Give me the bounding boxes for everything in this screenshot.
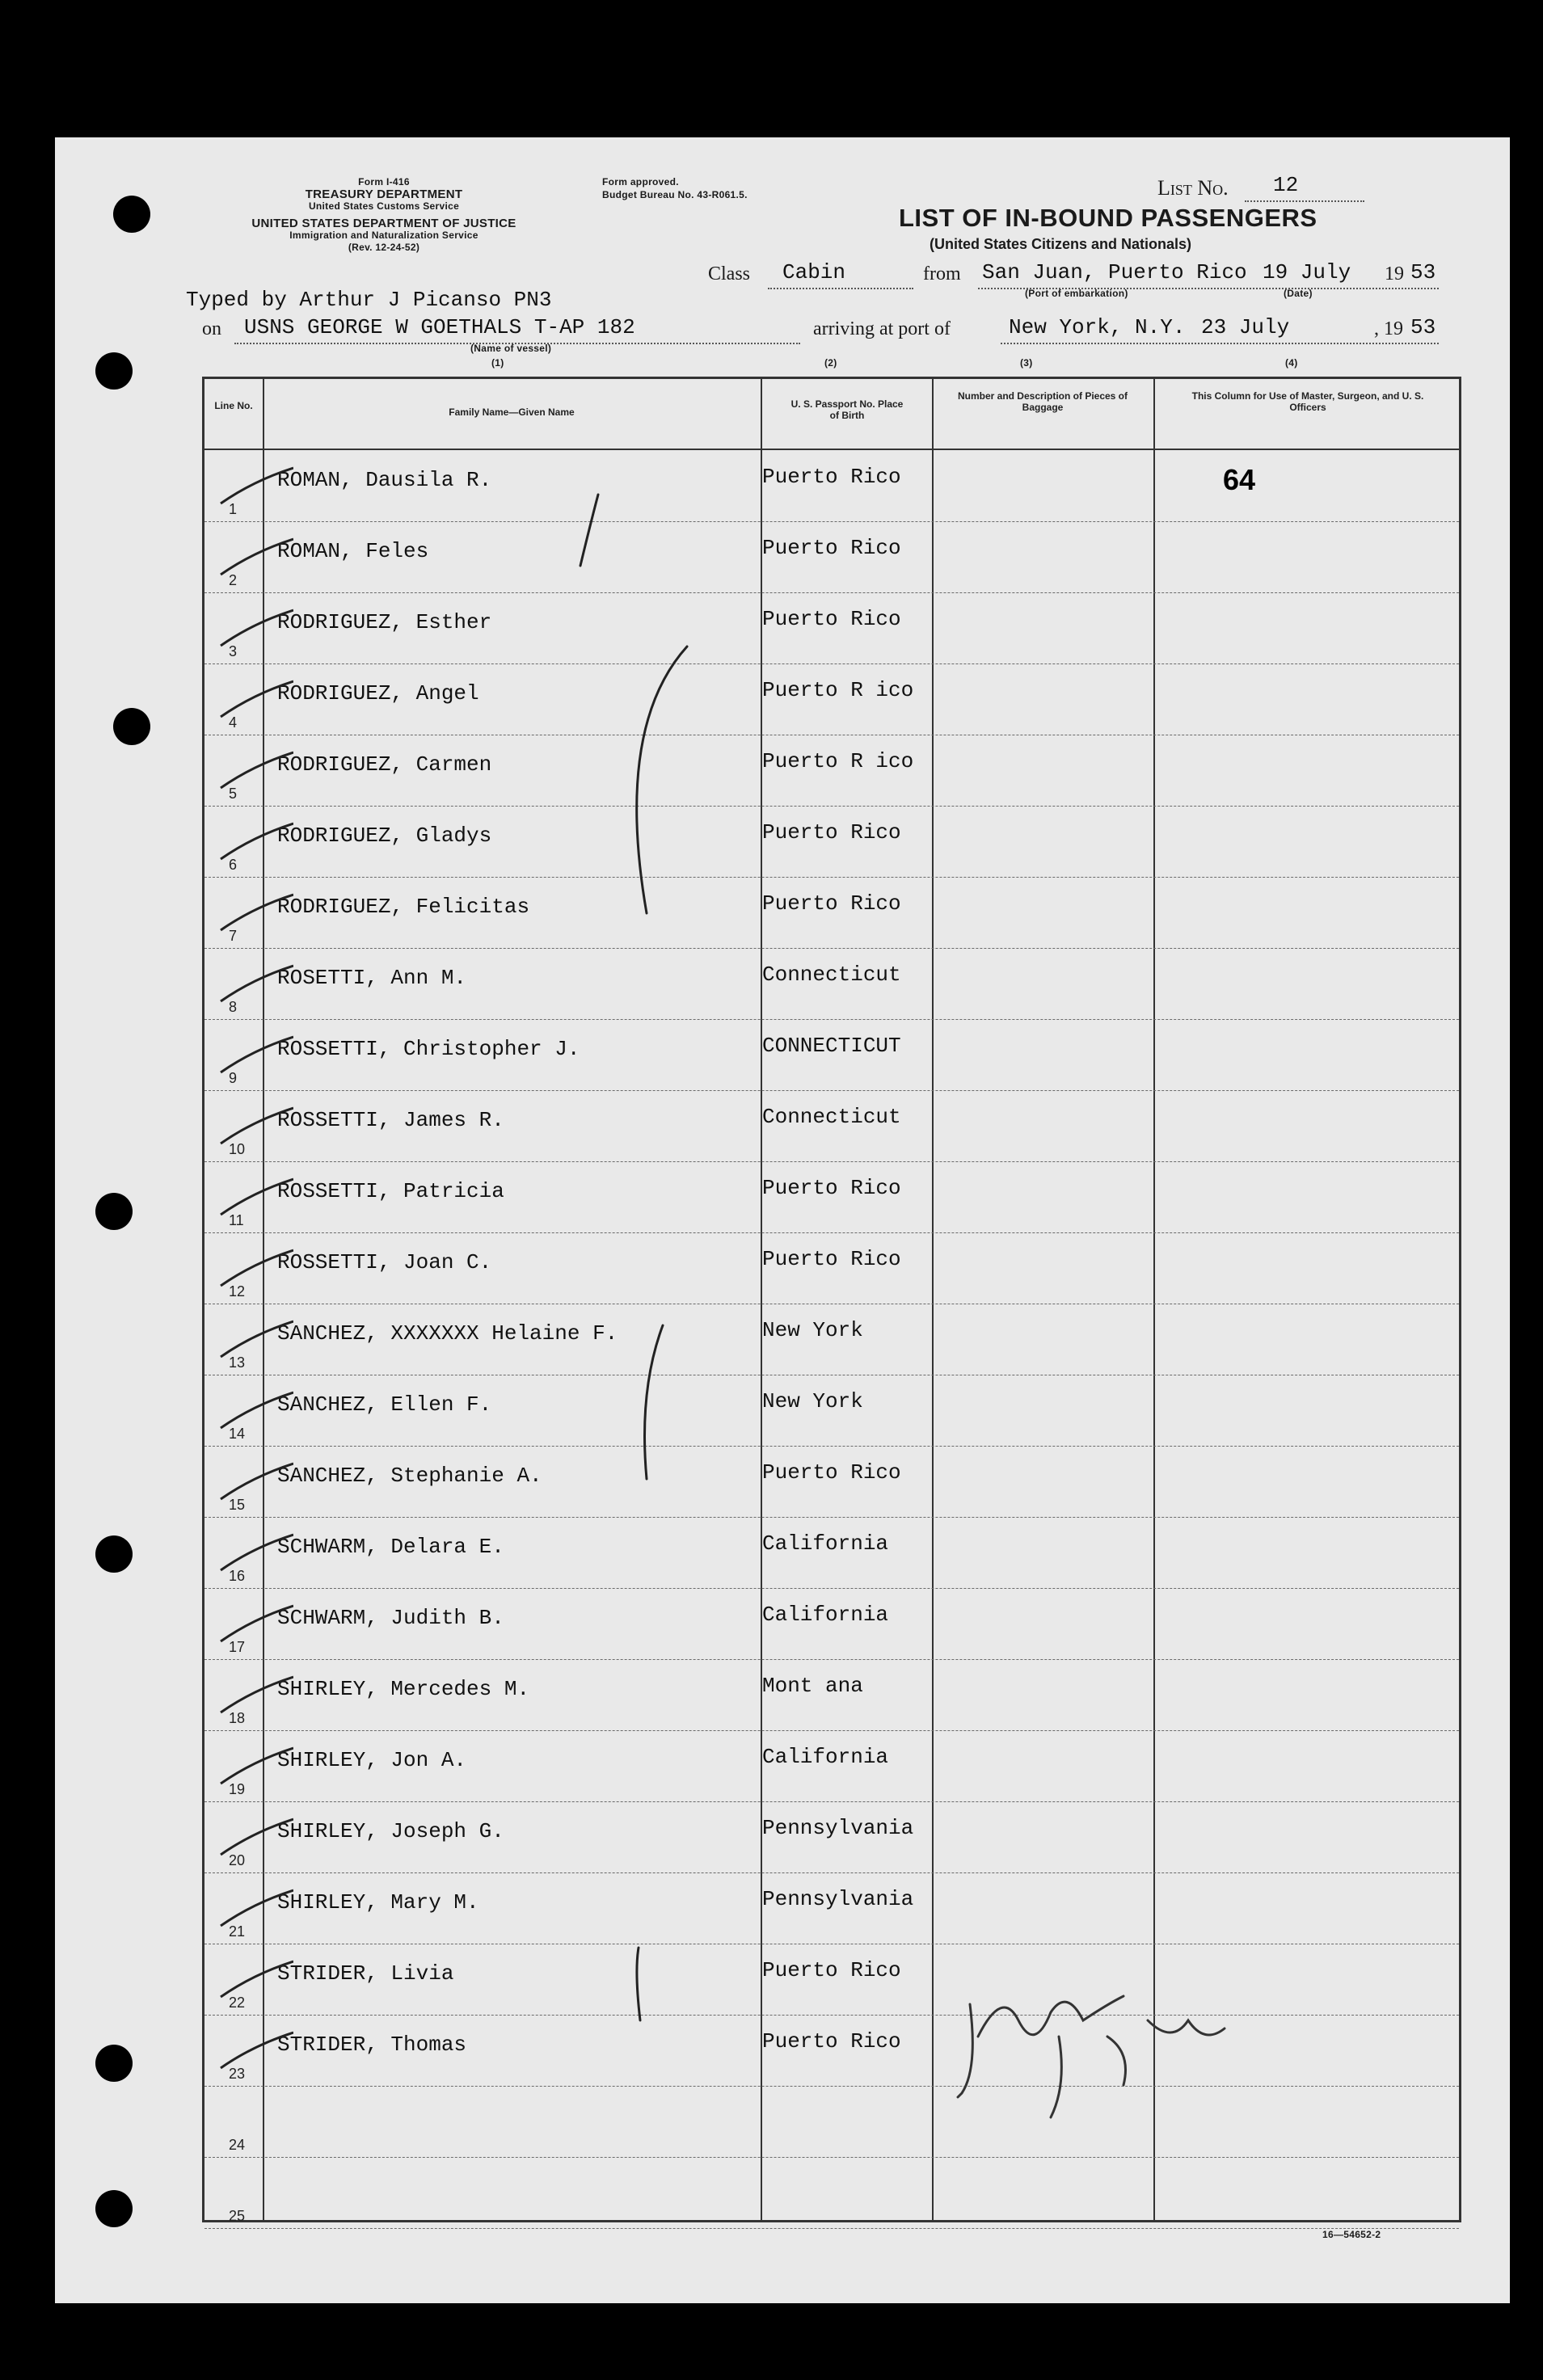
place-of-birth: Puerto Rico (762, 465, 901, 489)
place-of-birth: Puerto Rico (762, 607, 901, 631)
passenger-name: SHIRLEY, Jon A. (277, 1748, 467, 1772)
passenger-name: RODRIGUEZ, Felicitas (277, 895, 530, 919)
place-of-birth: Connecticut (762, 1105, 901, 1129)
place-of-birth: New York (762, 1389, 863, 1413)
line-number: 21 (229, 1923, 246, 1940)
line-number: 13 (229, 1354, 246, 1371)
header-name: Family Name—Given Name (449, 406, 575, 418)
passenger-name: SHIRLEY, Mercedes M. (277, 1677, 530, 1701)
place-of-birth: Pennsylvania (762, 1816, 914, 1840)
port-of-embarkation: San Juan, Puerto Rico (982, 260, 1247, 284)
line-number: 25 (229, 2208, 246, 2224)
line-number: 4 (229, 714, 238, 731)
from-label: from (923, 263, 961, 284)
place-of-birth: Puerto R ico (762, 749, 914, 773)
place-of-birth: Puerto R ico (762, 678, 914, 702)
line-number: 22 (229, 1995, 246, 2011)
passenger-name: ROSSETTI, Joan C. (277, 1250, 492, 1274)
line-number: 20 (229, 1852, 246, 1868)
passenger-name: RODRIGUEZ, Carmen (277, 752, 492, 777)
line-number: 6 (229, 857, 238, 873)
passenger-name: SANCHEZ, Stephanie A. (277, 1464, 542, 1488)
place-of-birth: Puerto Rico (762, 2029, 901, 2054)
line-number: 14 (229, 1426, 246, 1442)
passenger-name: RODRIGUEZ, Angel (277, 681, 479, 706)
line-number: 18 (229, 1710, 246, 1726)
line-number: 10 (229, 1141, 246, 1157)
passenger-name: ROMAN, Dausila R. (277, 468, 492, 492)
passenger-name: STRIDER, Thomas (277, 2032, 467, 2057)
budget-bureau: Budget Bureau No. 43-R061.5. (602, 189, 748, 200)
passenger-name: RODRIGUEZ, Gladys (277, 824, 492, 848)
place-of-birth: California (762, 1531, 889, 1556)
place-of-birth: California (762, 1603, 889, 1627)
passenger-name: SHIRLEY, Joseph G. (277, 1819, 504, 1843)
place-of-birth: New York (762, 1318, 863, 1342)
form-number: Form I-416 (358, 176, 410, 187)
place-of-birth: Puerto Rico (762, 891, 901, 916)
vessel-name: USNS GEORGE W GOETHALS T-AP 182 (244, 315, 635, 339)
on-label: on (202, 318, 221, 339)
line-number: 23 (229, 2066, 246, 2082)
list-number: 12 (1273, 173, 1299, 197)
departure-date: 19 July (1263, 260, 1351, 284)
class-label: Class (708, 263, 751, 284)
arrival-port: New York, N.Y. (1009, 315, 1186, 339)
header-baggage: Number and Description of Pieces of Baggage (957, 390, 1128, 413)
line-number: 15 (229, 1497, 246, 1513)
passenger-name: ROSSETTI, Patricia (277, 1179, 504, 1203)
line-number: 7 (229, 928, 238, 944)
line-number: 2 (229, 572, 238, 588)
treasury-dept: TREASURY DEPARTMENT (305, 187, 463, 201)
line-number: 16 (229, 1568, 246, 1584)
passenger-name: ROSSETTI, James R. (277, 1108, 504, 1132)
place-of-birth: Connecticut (762, 963, 901, 987)
line-number: 1 (229, 501, 238, 517)
place-of-birth: California (762, 1745, 889, 1769)
col-num-2: (2) (824, 357, 837, 369)
year-prefix: 19 (1385, 263, 1404, 284)
col-num-3: (3) (1020, 357, 1033, 369)
list-label: List No. (1157, 176, 1229, 200)
footer-code: 16—54652-2 (1322, 2229, 1381, 2240)
passenger-name: SCHWARM, Judith B. (277, 1606, 504, 1630)
arriving-label: arriving at port of (813, 318, 951, 339)
col-num-1: (1) (491, 357, 504, 369)
revision: (Rev. 12-24-52) (348, 242, 420, 253)
year-prefix-2: , 19 (1374, 318, 1403, 339)
line-number: 12 (229, 1283, 246, 1300)
arrival-date: 23 July (1201, 315, 1290, 339)
place-of-birth: Puerto Rico (762, 1247, 901, 1271)
header-officers: This Column for Use of Master, Surgeon, and U. S. Officers (1191, 390, 1424, 413)
place-of-birth: Puerto Rico (762, 536, 901, 560)
typed-by: Typed by Arthur J Picanso PN3 (186, 288, 552, 312)
port-caption: (Port of embarkation) (1025, 288, 1128, 299)
header-passport: U. S. Passport No. Place of Birth (790, 398, 904, 421)
departure-year: 53 (1410, 260, 1436, 284)
form-title: LIST OF IN-BOUND PASSENGERS (899, 204, 1317, 232)
passenger-name: SHIRLEY, Mary M. (277, 1890, 479, 1915)
line-number: 11 (229, 1212, 244, 1228)
passenger-name: RODRIGUEZ, Esther (277, 610, 492, 634)
place-of-birth: Puerto Rico (762, 1958, 901, 1982)
form-subtitle: (United States Citizens and Nationals) (930, 236, 1192, 252)
customs-service: United States Customs Service (308, 200, 460, 212)
justice-dept: UNITED STATES DEPARTMENT OF JUSTICE (251, 217, 516, 230)
line-number: 8 (229, 999, 238, 1015)
line-number: 9 (229, 1070, 238, 1086)
place-of-birth: Puerto Rico (762, 1176, 901, 1200)
signature-mark (946, 1972, 1269, 2134)
header-line-no: Line No. (214, 400, 253, 411)
line-number: 24 (229, 2137, 246, 2153)
place-of-birth: CONNECTICUT (762, 1034, 901, 1058)
place-of-birth: Puerto Rico (762, 820, 901, 845)
line-number: 5 (229, 786, 238, 802)
passenger-name: ROSSETTI, Christopher J. (277, 1037, 580, 1061)
place-of-birth: Mont ana (762, 1674, 863, 1698)
ins-service: Immigration and Naturalization Service (289, 230, 478, 241)
col-num-4: (4) (1285, 357, 1298, 369)
passenger-name: STRIDER, Livia (277, 1961, 454, 1986)
form-approved: Form approved. (602, 176, 679, 187)
class-value: Cabin (782, 260, 846, 284)
passenger-name: ROSETTI, Ann M. (277, 966, 467, 990)
passenger-name: SCHWARM, Delara E. (277, 1535, 504, 1559)
line-number: 17 (229, 1639, 246, 1655)
line-number: 19 (229, 1781, 246, 1797)
place-of-birth: Puerto Rico (762, 1460, 901, 1485)
passenger-name: ROMAN, Feles (277, 539, 429, 563)
place-of-birth: Pennsylvania (762, 1887, 914, 1911)
date-caption: (Date) (1284, 288, 1313, 299)
count-annotation: 64 (1223, 463, 1256, 496)
line-number: 3 (229, 643, 238, 659)
arrival-year: 53 (1410, 315, 1436, 339)
passenger-name: SANCHEZ, Ellen F. (277, 1392, 492, 1417)
passenger-name: SANCHEZ, XXXXXXX Helaine F. (277, 1321, 618, 1346)
vessel-caption: (Name of vessel) (470, 343, 552, 354)
